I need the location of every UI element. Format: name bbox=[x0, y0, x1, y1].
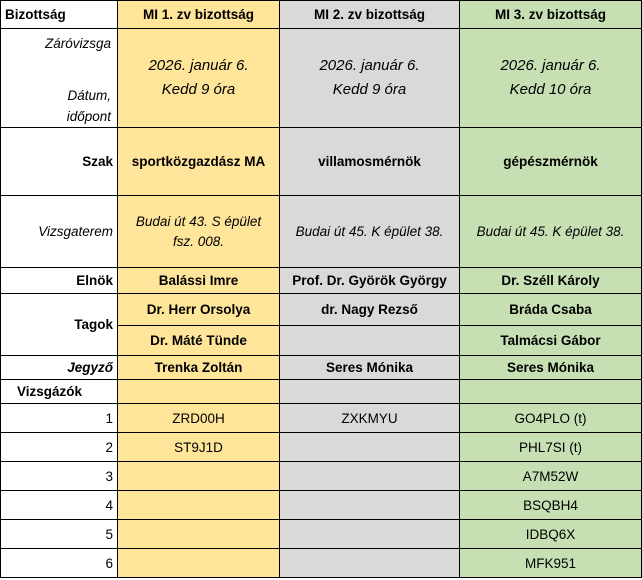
candidate-number: 2 bbox=[1, 433, 118, 462]
committee-3-candidate: IDBQ6X bbox=[460, 520, 642, 549]
committee-1-chair: Balássi Imre bbox=[118, 268, 280, 294]
committee-1-candidate bbox=[118, 520, 280, 549]
committee-1-candidate bbox=[118, 462, 280, 491]
committee-3-date-line2: Kedd 10 óra bbox=[509, 81, 592, 98]
committee-2-header: MI 2. zv bizottság bbox=[280, 1, 460, 29]
committee-1-date-line2: Kedd 9 óra bbox=[161, 81, 236, 98]
committee-3-major: gépészmérnök bbox=[460, 128, 642, 196]
committee-3-secretary: Seres Mónika bbox=[460, 356, 642, 380]
major-row bbox=[1, 128, 642, 196]
committee-3-room: Budai út 45. K épület 38. bbox=[460, 196, 642, 268]
date-label: Dátum, bbox=[67, 88, 111, 103]
chair-label: Elnök bbox=[1, 268, 118, 294]
header-row bbox=[1, 1, 642, 29]
committee-2-major: villamosmérnök bbox=[280, 128, 460, 196]
committee-label: Bizottság bbox=[1, 1, 118, 29]
committee-3-header: MI 3. zv bizottság bbox=[460, 1, 642, 29]
committee-3-date bbox=[460, 29, 642, 128]
committee-2-chair: Prof. Dr. Györök György bbox=[280, 268, 460, 294]
committee-3-candidate: BSQBH4 bbox=[460, 491, 642, 520]
major-label: Szak bbox=[1, 128, 118, 196]
candidate-number: 5 bbox=[1, 520, 118, 549]
secretary-row bbox=[1, 356, 642, 380]
committee-1-member-a: Dr. Herr Orsolya bbox=[118, 294, 280, 326]
chair-row bbox=[1, 268, 642, 294]
date-label-cell bbox=[1, 29, 118, 128]
time-label: időpont bbox=[66, 109, 111, 124]
committee-3-member-a: Bráda Csaba bbox=[460, 294, 642, 326]
candidate-row bbox=[1, 549, 642, 578]
committee-2-candidate bbox=[280, 462, 460, 491]
committee-2-candidate bbox=[280, 491, 460, 520]
candidate-number: 4 bbox=[1, 491, 118, 520]
candidates-header-row bbox=[1, 380, 642, 404]
final-exam-label: Záróvizsga bbox=[44, 36, 111, 51]
secretary-label: Jegyző bbox=[1, 356, 118, 380]
committee-1-room-line2: fsz. 008. bbox=[172, 233, 225, 249]
candidate-row bbox=[1, 491, 642, 520]
committee-3-candidate: PHL7SI (t) bbox=[460, 433, 642, 462]
committee-1-candidate: ST9J1D bbox=[118, 433, 280, 462]
committee-1-candidates-header bbox=[118, 380, 280, 404]
committee-1-candidate: ZRD00H bbox=[118, 404, 280, 433]
committee-2-date bbox=[280, 29, 460, 128]
committee-2-candidate bbox=[280, 520, 460, 549]
committee-1-room bbox=[118, 196, 280, 268]
committee-2-candidate: ZXKMYU bbox=[280, 404, 460, 433]
committee-3-candidate: MFK951 bbox=[460, 549, 642, 578]
committee-1-secretary: Trenka Zoltán bbox=[118, 356, 280, 380]
committee-2-candidates-header bbox=[280, 380, 460, 404]
committee-1-date-line1: 2026. január 6. bbox=[148, 57, 249, 74]
candidate-row bbox=[1, 520, 642, 549]
room-row bbox=[1, 196, 642, 268]
committee-1-candidate bbox=[118, 549, 280, 578]
committee-2-room: Budai út 45. K épület 38. bbox=[280, 196, 460, 268]
committee-2-member-a: dr. Nagy Rezső bbox=[280, 294, 460, 326]
room-label: Vizsgaterem bbox=[1, 196, 118, 268]
candidate-row bbox=[1, 404, 642, 433]
committee-2-date-line2: Kedd 9 óra bbox=[332, 81, 407, 98]
candidate-row bbox=[1, 462, 642, 491]
committee-2-candidate bbox=[280, 433, 460, 462]
committee-2-member-b bbox=[280, 326, 460, 356]
candidate-number: 6 bbox=[1, 549, 118, 578]
committee-1-candidate bbox=[118, 491, 280, 520]
candidate-row bbox=[1, 433, 642, 462]
committee-1-major: sportközgazdász MA bbox=[118, 128, 280, 196]
committee-1-room-line1: Budai út 43. S épület bbox=[135, 213, 262, 229]
members-label: Tagok bbox=[1, 294, 118, 356]
candidates-label: Vizsgázók bbox=[1, 380, 118, 404]
committee-3-candidate: GO4PLO (t) bbox=[460, 404, 642, 433]
members-row-a bbox=[1, 294, 642, 326]
committee-2-secretary: Seres Mónika bbox=[280, 356, 460, 380]
committee-3-member-b: Talmácsi Gábor bbox=[460, 326, 642, 356]
candidate-number: 1 bbox=[1, 404, 118, 433]
committee-1-member-b: Dr. Máté Tünde bbox=[118, 326, 280, 356]
committee-3-date-line1: 2026. január 6. bbox=[500, 57, 601, 74]
committee-1-header: MI 1. zv bizottság bbox=[118, 1, 280, 29]
committee-1-date bbox=[118, 29, 280, 128]
committee-2-candidate bbox=[280, 549, 460, 578]
candidate-number: 3 bbox=[1, 462, 118, 491]
date-row bbox=[1, 29, 642, 128]
committee-3-candidate: A7M52W bbox=[460, 462, 642, 491]
committee-3-chair: Dr. Széll Károly bbox=[460, 268, 642, 294]
committee-3-candidates-header bbox=[460, 380, 642, 404]
committee-2-date-line1: 2026. január 6. bbox=[319, 57, 420, 74]
